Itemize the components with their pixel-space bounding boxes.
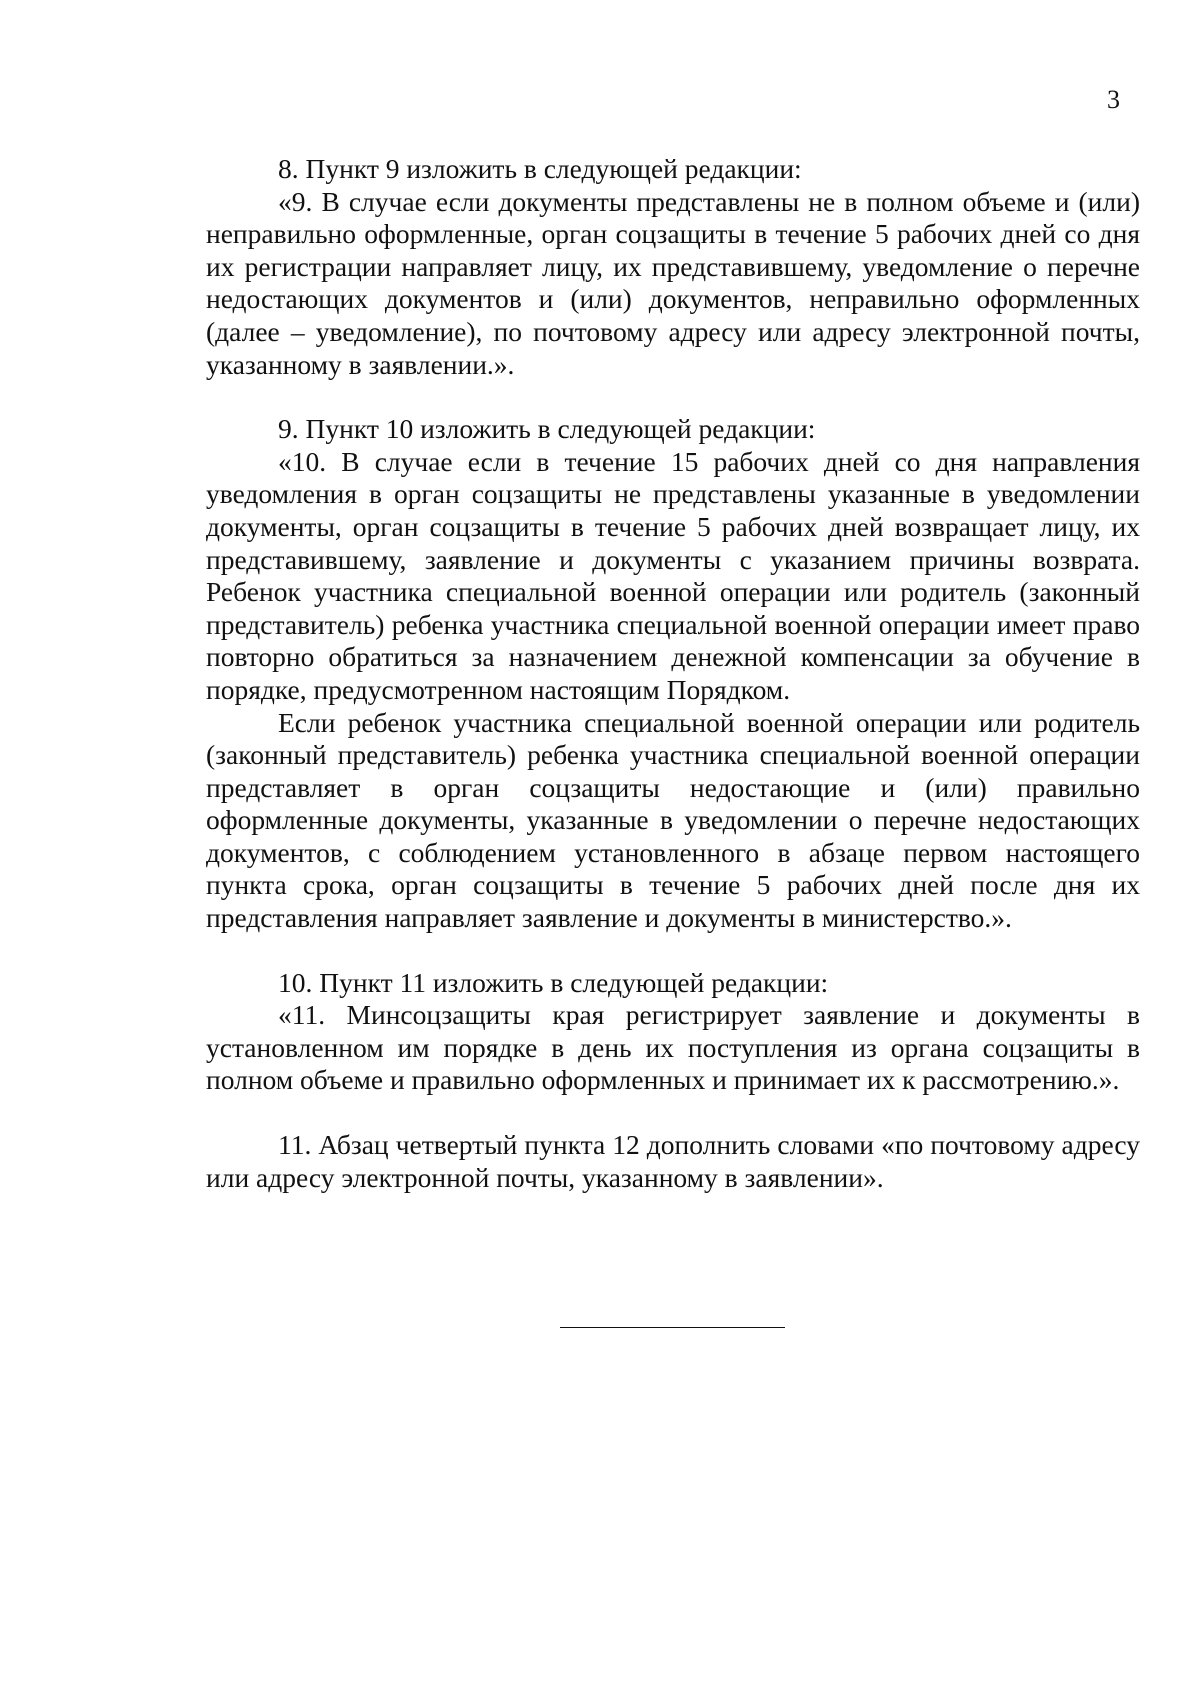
item-9-heading: 9. Пункт 10 изложить в следующей редакции: [278, 413, 816, 445]
end-divider [560, 1327, 785, 1328]
item-8-heading: 8. Пункт 9 изложить в следующей редакции: [278, 153, 802, 184]
page-number: 3 [1107, 85, 1120, 114]
item-9-text-continued: Если ребенок участника специальной военной операции или родитель (законный представитель) ребенка участника специальной военной операции представляет в орган соцзащиты недостающие и (или) правильно оформленные документы, указанные в уведомлении о перечне недостающих документов, с соблюдением установленного в абзаце первом настоящего пункта срока, орган соцзащиты в течение 5 рабочих дней после дня их представления направляет заявление и документы в министерство.». [206, 706, 1140, 934]
item-10-heading: 10. Пункт 11 изложить в следующей редакции: [278, 966, 829, 998]
item-10-text: «11. Минсоцзащиты края регистрирует заявление и документы в установленном им порядке в день их поступления из органа соцзащиты в полном объеме и правильно оформленных и принимает их к рассмотрению.». [206, 999, 1140, 1096]
item-8-text: «9. В случае если документы представлены не в полном объеме и (или) неправильно оформленные, орган соцзащиты в течение 5 рабочих дней со дня их регистрации направляет лицу, их представившему, уведомление о перечне недостающих документов и (или) документов, неправильно оформленных (далее – уведомление), по почтовому адресу или адресу электронной почты, указанному в заявлении.». [206, 185, 1140, 380]
document-body [206, 153, 1140, 1194]
item-11-text: 11. Абзац четвертый пункта 12 дополнить словами «по почтовому адресу или адресу электронной почты, указанному в заявлении». [206, 1129, 1140, 1193]
item-9-text: «10. В случае если в течение 15 рабочих дней со дня направления уведомления в орган соцзащиты не представлены указанные в уведомлении документы, орган соцзащиты в течение 5 рабочих дней возвращает лицу, их представившему, заявление и документы с указанием причины возврата. Ребенок участника специальной военной операции или родитель (законный представитель) ребенка участника специальной военной операции имеет право повторно обратиться за назначением денежной компенсации за обучение в порядке, предусмотренном настоящим Порядком. [206, 445, 1140, 705]
